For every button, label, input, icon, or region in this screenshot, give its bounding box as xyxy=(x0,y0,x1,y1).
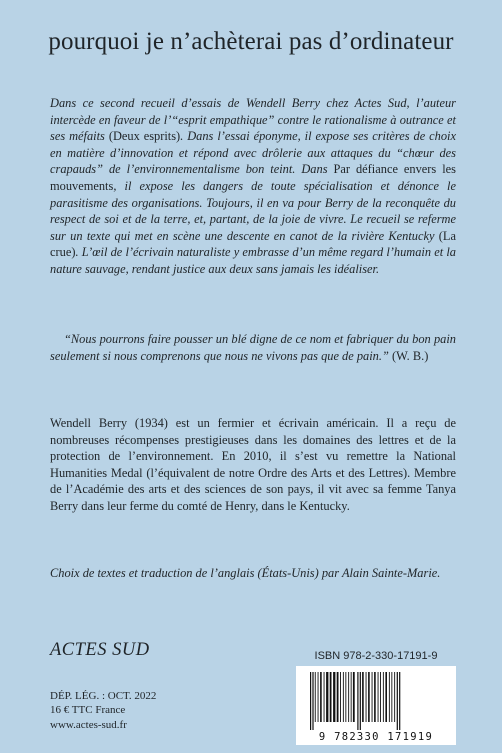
barcode-bar xyxy=(394,672,395,722)
barcode-bar xyxy=(391,672,392,722)
barcode-bar xyxy=(326,672,328,722)
price: 16 € TTC France xyxy=(50,704,126,717)
website: www.actes-sud.fr xyxy=(50,718,127,731)
barcode-bar xyxy=(318,672,319,722)
book-title: pourquoi je n’achèterai pas d’ordinateur xyxy=(48,28,454,55)
barcode-bar xyxy=(312,672,313,730)
barcode-bar xyxy=(397,672,398,730)
barcode-bar xyxy=(389,672,390,722)
barcode-bar xyxy=(324,672,325,722)
barcode-digits: 9 782330 171919 xyxy=(318,731,434,743)
barcode-bar xyxy=(380,672,381,722)
isbn-label: ISBN 978-2-330-17191-9 xyxy=(314,650,438,662)
essay-title-par-defiance: Par défiance envers les mouvements xyxy=(50,162,456,193)
barcode-bar xyxy=(310,672,311,730)
barcode-bar xyxy=(374,672,376,722)
author-quote xyxy=(50,331,456,364)
barcode-bar xyxy=(357,672,358,730)
blurb-segment: Dans ce second recueil d’essais de Wendell Berry chez Actes Sud, l’auteur intercède en faveur de l’“esprit empathique” contre le rationalisme à outrance et ses méfaits xyxy=(50,96,456,144)
barcode-bar xyxy=(360,672,361,730)
translation-credits: Choix de textes et traduction de l’anglais (États-Unis) par Alain Sainte-Marie. xyxy=(50,566,441,580)
barcode-bar xyxy=(372,672,373,722)
quote-attribution: (W. B.) xyxy=(391,348,429,363)
barcode-bar xyxy=(351,672,352,722)
blurb-segment: . L’œil de l’écrivain naturaliste y embrasse d’un même regard l’humain et la nature sauvage, rendant justice aux deux sans jamais les idéaliser. xyxy=(50,245,456,276)
barcode xyxy=(296,666,456,745)
barcode-bar xyxy=(366,672,367,722)
barcode-bar xyxy=(348,672,349,722)
barcode-bar xyxy=(383,672,384,722)
barcode-bars xyxy=(296,666,456,730)
essay-title-deux-esprits: (Deux esprits) xyxy=(108,129,181,144)
blurb-paragraph xyxy=(50,95,456,278)
barcode-bar xyxy=(345,672,346,722)
barcode-bar xyxy=(399,672,400,730)
quote-text: “Nous pourrons faire pousser un blé digne de ce nom et fabriquer du bon pain seulement si nous comprenons que nous ne vivons pas que de pain.” xyxy=(50,332,456,363)
barcode-bar xyxy=(320,672,322,722)
publisher-logo: ACTES SUD xyxy=(50,640,150,660)
barcode-bar xyxy=(362,672,364,722)
barcode-bar xyxy=(353,672,355,722)
barcode-bar xyxy=(333,672,335,722)
barcode-bar xyxy=(330,672,332,722)
essay-title-la-crue: (La crue) xyxy=(50,228,456,260)
barcode-bar xyxy=(340,672,341,722)
barcode-bar xyxy=(385,672,387,722)
barcode-bar xyxy=(368,672,370,722)
blurb-segment: , il expose les dangers de toute spécialisation et dénonce le parasitisme des organisations. Toujours, il en va pour Berry de la reconquête du respect de soi et de la terre, et, partant, de la joie de vivre. Le recueil se referme sur un texte qui met en scène une descente en canot de la rivière Kentucky xyxy=(50,178,456,243)
depot-legal: DÉP. LÉG. : OCT. 2022 xyxy=(50,690,157,702)
blurb-segment: . Dans l’essai éponyme, il expose ses critères de choix en matière d’innovation et répond avec drôlerie aux attaques du “chœur des crapauds” de l’environnementalisme bon teint. Dans xyxy=(50,129,456,177)
barcode-bar xyxy=(315,672,316,722)
barcode-bar xyxy=(337,672,339,722)
barcode-bar xyxy=(343,672,344,722)
legal-footer xyxy=(50,689,156,732)
barcode-bar xyxy=(378,672,379,722)
author-bio: Wendell Berry (1934) est un fermier et écrivain américain. Il a reçu de nombreuses récompenses prestigieuses dans les domaines des lettres et de la protection de l’environnement. En 2010, il s’est vu remettre la National Humanities Medal (l’équivalent de notre Ordre des Arts et des Lettres). Membre de l’Académie des arts et des sciences de son pays, il vit avec sa femme Tanya Berry dans leur ferme du comté de Henry, dans le Kentucky. xyxy=(50,416,456,513)
